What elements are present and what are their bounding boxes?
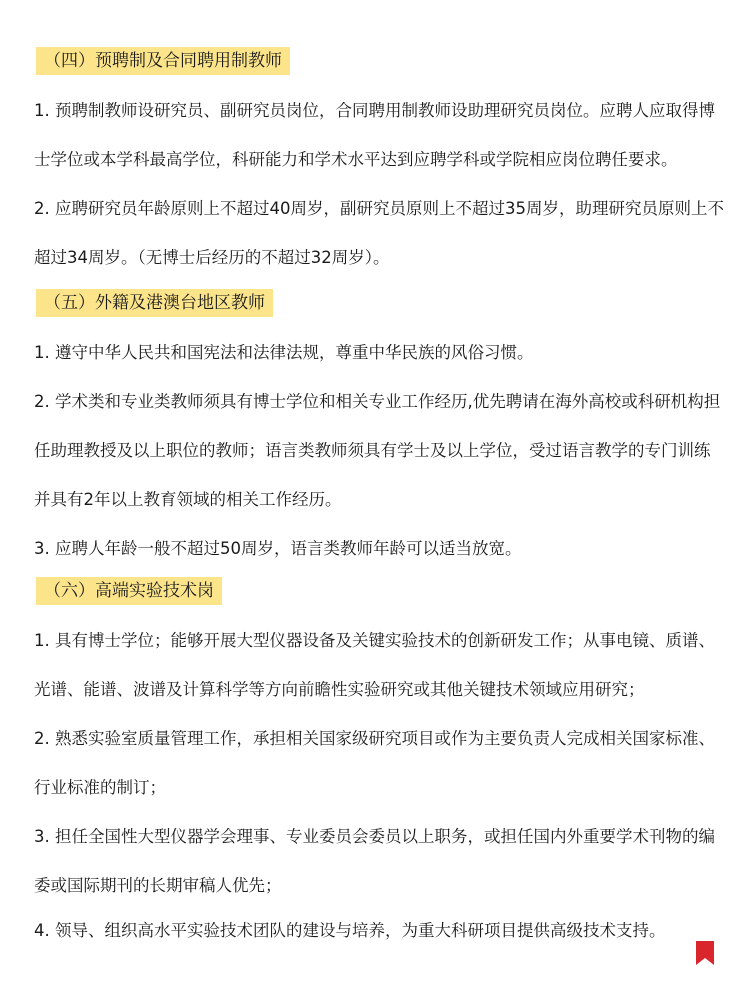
- section-6-item-1: 1. 具有博士学位；能够开展大型仪器设备及关键实验技术的创新研发工作；从事电镜、质谱、光谱、能谱、波谱及计算科学等方向前瞻性实验研究或其他关键技术领域应用研究；: [34, 631, 715, 699]
- section-5-item-3: 3. 应聘人年龄一般不超过50周岁，语言类教师年龄可以适当放宽。: [34, 539, 522, 558]
- section-5-item-1: 1. 遵守中华人民共和国宪法和法律法规，尊重中华民族的风俗习惯。: [34, 343, 534, 362]
- section-6-item-3: 3. 担任全国性大型仪器学会理事、专业委员会委员以上职务，或担任国内外重要学术刊物的编委或国际期刊的长期审稿人优先；: [34, 827, 715, 895]
- bookmark-icon[interactable]: [694, 940, 716, 966]
- section-4-item-1: 1. 预聘制教师设研究员、副研究员岗位，合同聘用制教师设助理研究员岗位。应聘人应取得博士学位或本学科最高学位，科研能力和学术水平达到应聘学科或学院相应岗位聘任要求。: [34, 101, 715, 169]
- section-6-item-2: 2. 熟悉实验室质量管理工作，承担相关国家级研究项目或作为主要负责人完成相关国家标准、行业标准的制订；: [34, 729, 715, 797]
- section-heading-4: （四）预聘制及合同聘用制教师: [36, 47, 290, 75]
- section-5-item-2: 2. 学术类和专业类教师须具有博士学位和相关专业工作经历,优先聘请在海外高校或科研机构担任助理教授及以上职位的教师；语言类教师须具有学士及以上学位，受过语言教学的专门训练并具有2年以上教育领域的相关工作经历。: [34, 392, 721, 509]
- section-6-item-4: 4. 领导、组织高水平实验技术团队的建设与培养，为重大科研项目提供高级技术支持。: [34, 921, 666, 940]
- section-heading-6: （六）高端实验技术岗: [36, 577, 222, 605]
- section-heading-5: （五）外籍及港澳台地区教师: [36, 289, 273, 317]
- section-4-item-2: 2. 应聘研究员年龄原则上不超过40周岁，副研究员原则上不超过35周岁，助理研究员原则上不超过34周岁。（无博士后经历的不超过32周岁）。: [34, 199, 724, 267]
